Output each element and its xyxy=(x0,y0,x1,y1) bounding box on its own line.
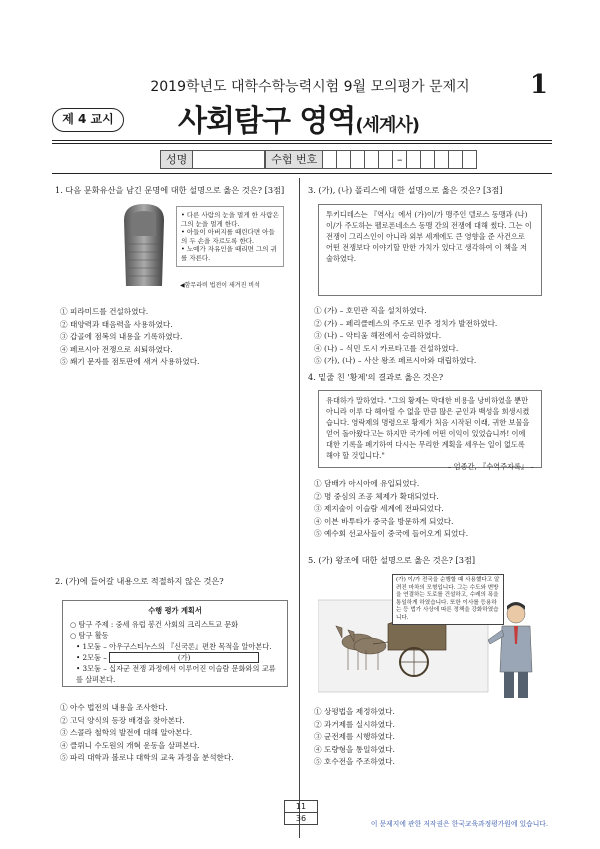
q4-option[interactable]: ④ 이븐 바투타가 중국을 방문하게 되었다. xyxy=(314,516,454,526)
q2-step3: • 3모둠 – 십자군 전쟁 과정에서 이루어진 이슬람 문화와의 교류를 살펴본다. xyxy=(76,664,276,684)
q2-step1: • 1모둠 – 아우구스티누스의 『신국론』편찬 목적을 알아본다. xyxy=(76,642,272,651)
footer-page-current: 11 xyxy=(285,801,317,813)
q1-law-line: • 다른 사람의 눈을 멀게 한 사람은 그의 눈을 멀게 한다. xyxy=(181,211,279,228)
header-divider-2 xyxy=(52,143,552,144)
copyright-notice: 이 문제지에 관한 저작권은 한국교육과정평가원에 있습니다. xyxy=(370,820,548,828)
q2-options xyxy=(60,702,295,765)
q5-option[interactable]: ② 과거제를 실시하였다. xyxy=(314,719,395,729)
q5-options xyxy=(314,706,550,769)
column-divider xyxy=(299,178,300,838)
page-number: 1 xyxy=(529,70,548,100)
exam-no-digit[interactable] xyxy=(323,150,337,169)
q4-passage-box xyxy=(318,390,542,471)
q1-option[interactable]: ② 태양력과 태음력을 사용하였다. xyxy=(60,319,173,329)
q5-stem: 5. (가) 왕조에 대한 설명으로 옳은 것은? [3점] xyxy=(308,555,476,565)
q3-stem: 3. (가), (나) 폴리스에 대한 설명으로 옳은 것은? [3점] xyxy=(308,185,503,195)
hammurabi-stele-image xyxy=(118,202,170,288)
q4-option[interactable]: ③ 제지술이 이슬람 세계에 전파되었다. xyxy=(314,504,444,513)
q2-stem: 2. (가)에 들어갈 내용으로 적절하지 않은 것은? xyxy=(55,576,224,586)
name-label: 성명 xyxy=(160,150,193,169)
q2-activity: ○ 탐구 활동 xyxy=(70,631,109,640)
q5-option[interactable]: ④ 도량형을 통일하였다. xyxy=(314,744,395,754)
subject-sub: (세계사) xyxy=(355,115,419,136)
subject-name: 사회탐구 영역 xyxy=(178,104,356,139)
exam-no-digit[interactable] xyxy=(463,150,477,169)
q3-option[interactable]: ② (가) – 페리클레스의 주도로 민주 정치가 발전하였다. xyxy=(314,318,498,328)
q1-option[interactable]: ① 피라미드를 건설하였다. xyxy=(60,307,149,316)
q2-plan-box xyxy=(62,600,288,687)
q3-option[interactable]: ⑤ (가), (나) – 사산 왕조 페르시아와 대립하였다. xyxy=(314,356,477,365)
q1-law-line: • 노예가 자유인을 때리면 그의 귀를 자른다. xyxy=(181,245,277,262)
q1-figure xyxy=(118,202,288,290)
exam-no-label: 수험 번호 xyxy=(265,150,323,169)
exam-no-digit[interactable] xyxy=(365,150,379,169)
q5-option[interactable]: ③ 균전제를 시행하였다. xyxy=(314,732,395,741)
q3-option[interactable]: ④ (나) – 식민 도시 카르타고를 건설하였다. xyxy=(314,343,459,353)
q2-option[interactable]: ② 고딕 양식의 등장 배경을 찾아본다. xyxy=(60,715,185,725)
q2-step2 xyxy=(70,652,280,663)
exam-no-dash: – xyxy=(393,150,407,169)
exam-no-digit[interactable] xyxy=(435,150,449,169)
q4-stem: 4. 밑줄 친 '황제'의 결과로 옳은 것은? xyxy=(308,372,444,382)
id-divider xyxy=(52,173,552,174)
q4-source: – 엄종간, 『수역주자록』 – xyxy=(447,462,534,471)
name-field[interactable] xyxy=(193,150,265,169)
exam-title: 2019학년도 대학수학능력시험 9월 모의평가 문제지 xyxy=(150,79,470,95)
period-badge: 제 4 교시 xyxy=(52,108,124,132)
footer-page-total: 36 xyxy=(295,814,307,823)
q1-option[interactable]: ③ 갑골에 점복의 내용을 기록하였다. xyxy=(60,332,183,341)
exam-no-digit[interactable] xyxy=(337,150,351,169)
q2-option[interactable]: ① 아수 법전의 내용을 조사한다. xyxy=(60,703,168,712)
q2-plan-title: 수행 평가 계획서 xyxy=(148,606,202,615)
footer-page-counter xyxy=(284,800,318,825)
q3-options xyxy=(314,305,550,368)
q2-option[interactable]: ③ 스콜라 철학의 발전에 대해 알아본다. xyxy=(60,728,193,737)
q2-blank-ga: (가) xyxy=(109,652,259,663)
q4-options xyxy=(314,478,550,541)
subject-title xyxy=(178,96,419,140)
q2-option[interactable]: ⑤ 파리 대학과 볼로냐 대학의 교육 과정을 분석한다. xyxy=(60,753,234,762)
id-row xyxy=(160,150,477,169)
header-divider xyxy=(52,140,552,141)
exam-no-digit[interactable] xyxy=(449,150,463,169)
q4-option[interactable]: ② 명 중심의 조공 체제가 확대되었다. xyxy=(314,491,439,501)
q1-stem: 1. 다음 문화유산을 남긴 문명에 대한 설명으로 옳은 것은? [3점] xyxy=(55,185,285,195)
q3-option[interactable]: ③ (나) – 악티움 해전에서 승리하였다. xyxy=(314,331,442,340)
exam-no-digit[interactable] xyxy=(407,150,421,169)
exam-no-digit[interactable] xyxy=(421,150,435,169)
q1-caption: ◀함무라비 법전이 새겨진 비석 xyxy=(180,282,260,289)
q1-option[interactable]: ⑤ 쐐기 문자를 점토판에 새겨 사용하였다. xyxy=(60,357,200,366)
q4-option[interactable]: ⑤ 예수회 선교사들이 중국에 들어오게 되었다. xyxy=(314,529,469,538)
q2-topic: ○ 탐구 주제 : 중세 유럽 봉건 사회의 크리스트교 문화 xyxy=(70,620,239,629)
q1-law-line: • 아들이 아버지를 때린다면 아들의 두 손을 자르도록 한다. xyxy=(181,228,275,245)
q5-option[interactable]: ⑤ 호수전을 주조하였다. xyxy=(314,757,395,766)
q2-step2-prefix: • 2모둠 – xyxy=(76,653,107,662)
q3-option[interactable]: ① (가) – 호민관 직을 설치하였다. xyxy=(314,306,427,315)
q5-option[interactable]: ① 상평법을 제정하였다. xyxy=(314,707,395,716)
exam-no-digit[interactable] xyxy=(351,150,365,169)
q1-law-box xyxy=(176,206,284,267)
q4-passage: 유대하가 말하였다. "그의 황제는 막대한 비용을 낭비하였을 뿐만 아니라 이루 다 헤아릴 수 없을 만큼 많은 군인과 백성을 희생시켰습니다. 영락제의 명령으로 황제가 처음 시작된 이래, 귀한 보물을 얻어 돌아왔다고는 하지만 국가에 어떤 이익이 있었습니까! 이에 대한 기록을 폐기하여 다시는 무리한 계획을 세우는 일이 없도록 해야 할 것입니다." xyxy=(326,396,530,460)
q5-speech-bubble: (가) 이/가 전국을 순행할 때 사용했다고 알려진 마차의 모형입니다. 그는 수도와 변방을 연결하는 도로를 건설하고, 수레의 폭을 통일하게 하였습니다. 또한 이사를 등용하는 등 법가 사상에 따른 정책을 강화하였습니다. xyxy=(392,574,504,625)
q2-option[interactable]: ④ 클뤼니 수도원의 개혁 운동을 살펴본다. xyxy=(60,740,200,750)
q1-option[interactable]: ④ 페르시아 전쟁으로 쇠퇴하였다. xyxy=(60,344,173,354)
q3-passage: 투키디데스는 『역사』에서 (가)이/가 맹주인 델로스 동맹과 (나)이/가 주도하는 펠로폰네소스 동맹 간의 전쟁에 대해 썼다. 그는 이 전쟁이 그리스인이 아니라 외부 세계에도 큰 영향을 준 사건으로 어떤 전쟁보다 이야기할 만한 가치가 있다고 생각하여 이 책을 저술하였다. xyxy=(318,204,542,296)
q5-figure xyxy=(318,572,548,700)
q4-option[interactable]: ① 담배가 아시아에 유입되었다. xyxy=(314,479,420,488)
q1-options xyxy=(60,306,290,369)
exam-no-digit[interactable] xyxy=(379,150,393,169)
